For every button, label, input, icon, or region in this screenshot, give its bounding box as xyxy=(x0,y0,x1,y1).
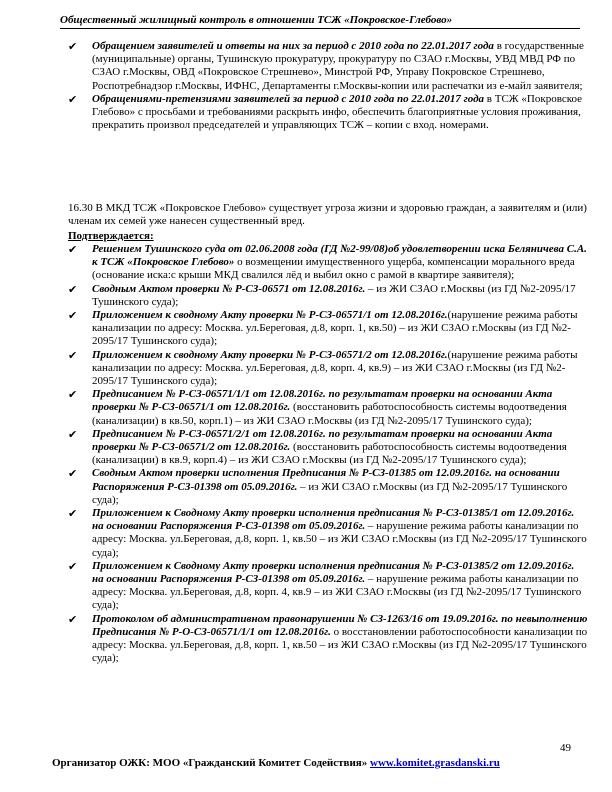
list-item xyxy=(68,349,588,389)
item-bold-text: Предписанием № Р-СЗ-06571/2/1 от 12.08.2016г. по результатам проверки на основании Акта проверки № Р-СЗ-06571/2 от 12.08.2016г. xyxy=(92,427,553,454)
item-text: в ТСЖ «Покровское Глебово» с просьбами и требованиями раскрыть инфо, обеспечить благоприятные условия проживания, прекратить произвол председателей и управляющих ТСЖ – копии с вход. номерами. xyxy=(92,92,583,132)
item-text: (нарушение режима работы канализации по адресу: Москва. ул.Береговая, д.8, корп. 4, кв.9) – из ЖИ СЗАО г.Москвы (из ГД №2-2095/17 Тушинского суда); xyxy=(92,348,578,388)
check-mark-icon: ✔ xyxy=(68,243,78,256)
item-bold-text: Приложением к Сводному Акту проверки исполнения предписания № Р-СЗ-01385/2 от 12.09.2016г. на основании Распоряжения Р-СЗ-01398 от 05.09.2016г. xyxy=(92,559,575,586)
item-text: – нарушение режима работы канализации по адресу: Москва. ул.Береговая, д.8, корп. 1, кв.50 – из ЖИ СЗАО г.Москвы (из ГД №2-2095/17 Тушинского суда); xyxy=(92,520,587,559)
item-text: о возмещении имущественного ущерба, компенсации морального вреда (основание иска:с крыши МКД свалился лёд и выбил окно с рамой в квартире заявителя); xyxy=(92,256,575,282)
check-mark-icon: ✔ xyxy=(68,92,78,106)
list-item xyxy=(68,283,588,309)
list-item xyxy=(68,388,588,428)
list-item xyxy=(68,40,588,93)
check-mark-icon: ✔ xyxy=(68,40,78,53)
footer-text: Организатор ОЖК: МОО «Гражданский Комитет Содействия» xyxy=(52,757,368,769)
item-text: – из ЖИ СЗАО г.Москвы (из ГД №2-2095/17 Тушинского суда); xyxy=(92,282,576,308)
section-paragraph: 16.30 В МКД ТСЖ «Покровское Глебово» существует угроза жизни и здоровью граждан, а заявителям и (или) членам их семей уже нанесен существенный вред. xyxy=(68,202,587,228)
list-item xyxy=(68,243,588,283)
item-bold-text: Предписанием № Р-СЗ-06571/1/1 от 12.08.2016г. по результатам проверки на основании Акта проверки № Р-СЗ-06571/1 от 12.08.2016г. xyxy=(92,388,553,414)
evidence-list xyxy=(68,243,588,666)
check-mark-icon: ✔ xyxy=(68,559,78,573)
check-mark-icon: ✔ xyxy=(68,507,78,521)
check-mark-icon: ✔ xyxy=(68,348,78,362)
footer-link[interactable]: www.komitet.grasdanski.ru xyxy=(370,757,500,769)
item-text: – из ЖИ СЗАО г.Москвы (из ГД №2-2095/17 Тушинского суда); xyxy=(92,480,568,506)
check-mark-icon: ✔ xyxy=(68,388,78,402)
item-bold-text: Приложением к сводному Акту проверки № Р-СЗ-06571/1 от 12.08.2016г. xyxy=(92,309,448,322)
item-bold-text: Сводным Актом проверки № Р-СЗ-06571 от 12.08.2016г. xyxy=(92,282,366,295)
item-text: (восстановить работоспособность системы водоотведения (канализации) в кв.9, корп.4) – из ЖИ СЗАО г.Москвы (из ГД №2-2095/17 Тушинского суда); xyxy=(92,441,567,467)
item-text: (нарушение режима работы канализации по адресу: Москва. ул.Береговая, д.8, корп. 1, кв.50) – из ЖИ СЗАО г.Москвы (из ГД №2-2095/17 Тушинского суда); xyxy=(92,309,578,348)
item-bold-text: Протоколом об административном правонарушении № СЗ-1263/16 от 19.09.2016г. по невыполнению Предписания № Р-О-СЗ-06571/1/1 от 12.08.2016г. xyxy=(92,612,588,638)
item-text: о восстановлении работоспособности канализации по адресу: Москва. ул.Береговая, д.8, корп. 1, кв.50 – из ЖИ СЗАО г.Москвы (из ГД №2-2095/17 Тушинского суда); xyxy=(92,625,588,665)
list-item xyxy=(68,467,588,507)
list-item xyxy=(68,560,588,613)
check-mark-icon: ✔ xyxy=(68,467,78,481)
list-item xyxy=(68,309,588,349)
footer xyxy=(52,757,572,769)
running-header: Общественный жилищный контроль в отношении ТСЖ «Покровское-Глебово» xyxy=(60,14,580,29)
check-mark-icon: ✔ xyxy=(68,427,78,441)
item-bold-text: Обращением заявителей и ответы на них за период с 2010 года по 22.01.2017 года xyxy=(92,40,494,52)
list-item xyxy=(68,507,588,560)
subheading: Подтверждается: xyxy=(68,230,154,242)
check-mark-icon: ✔ xyxy=(68,309,78,323)
item-bold-text: Обращениями-претензиями заявителей за период с 2010 года по 22.01.2017 года xyxy=(92,92,485,105)
check-mark-icon: ✔ xyxy=(68,612,78,626)
list-item xyxy=(68,613,588,666)
list-item xyxy=(68,93,588,133)
item-text: – нарушение режима работы канализации по адресу: Москва. ул.Береговая, д.8, корп. 4, кв.9 – из ЖИ СЗАО г.Москвы (из ГД №2-2095/17 Тушинского суда); xyxy=(92,573,582,612)
item-bold-text: Приложением к Сводному Акту проверки исполнения предписания № Р-СЗ-01385/1 от 12.09.2016г. на основании Распоряжения Р-СЗ-01398 от 05.09.2016г. xyxy=(92,507,575,533)
item-bold-text: Сводным Актом проверки исполнения Предписания № Р-СЗ-01385 от 12.09.2016г. на основании Распоряжения Р-СЗ-01398 от 05.09.2016г. xyxy=(92,467,560,493)
list-item xyxy=(68,428,588,468)
page-number: 49 xyxy=(560,742,571,754)
item-text: в государственные (муниципальные) органы, Тушинскую прокуратуру, прокуратуру по СЗАО г.Москвы, УВД МВД РФ по СЗАО г.Москвы, ОВД «Покровское Стрешнево», Минстрой РФ, Управу Покровское Стрешнево, Роспотребнадзор г.Москвы, ИФНС, Департаменты г.Москвы-копии или распечатки из е-майл заявителя; xyxy=(92,40,584,92)
item-bold-text: Решением Тушинского суда от 02.06.2008 года (ГД №2-99/08)об удовлетворении иска Беляничева С.А. к ТСЖ «Покровское Глебово» xyxy=(92,243,587,269)
item-bold-text: Приложением к сводному Акту проверки № Р-СЗ-06571/2 от 12.08.2016г. xyxy=(92,348,448,361)
top-list xyxy=(68,40,588,132)
item-text: (восстановить работоспособность системы водоотведения (канализации) в кв.50, корп.1) – из ЖИ СЗАО г.Москвы (из ГД №2-2095/17 Тушинского суда); xyxy=(92,401,567,427)
check-mark-icon: ✔ xyxy=(68,282,78,296)
